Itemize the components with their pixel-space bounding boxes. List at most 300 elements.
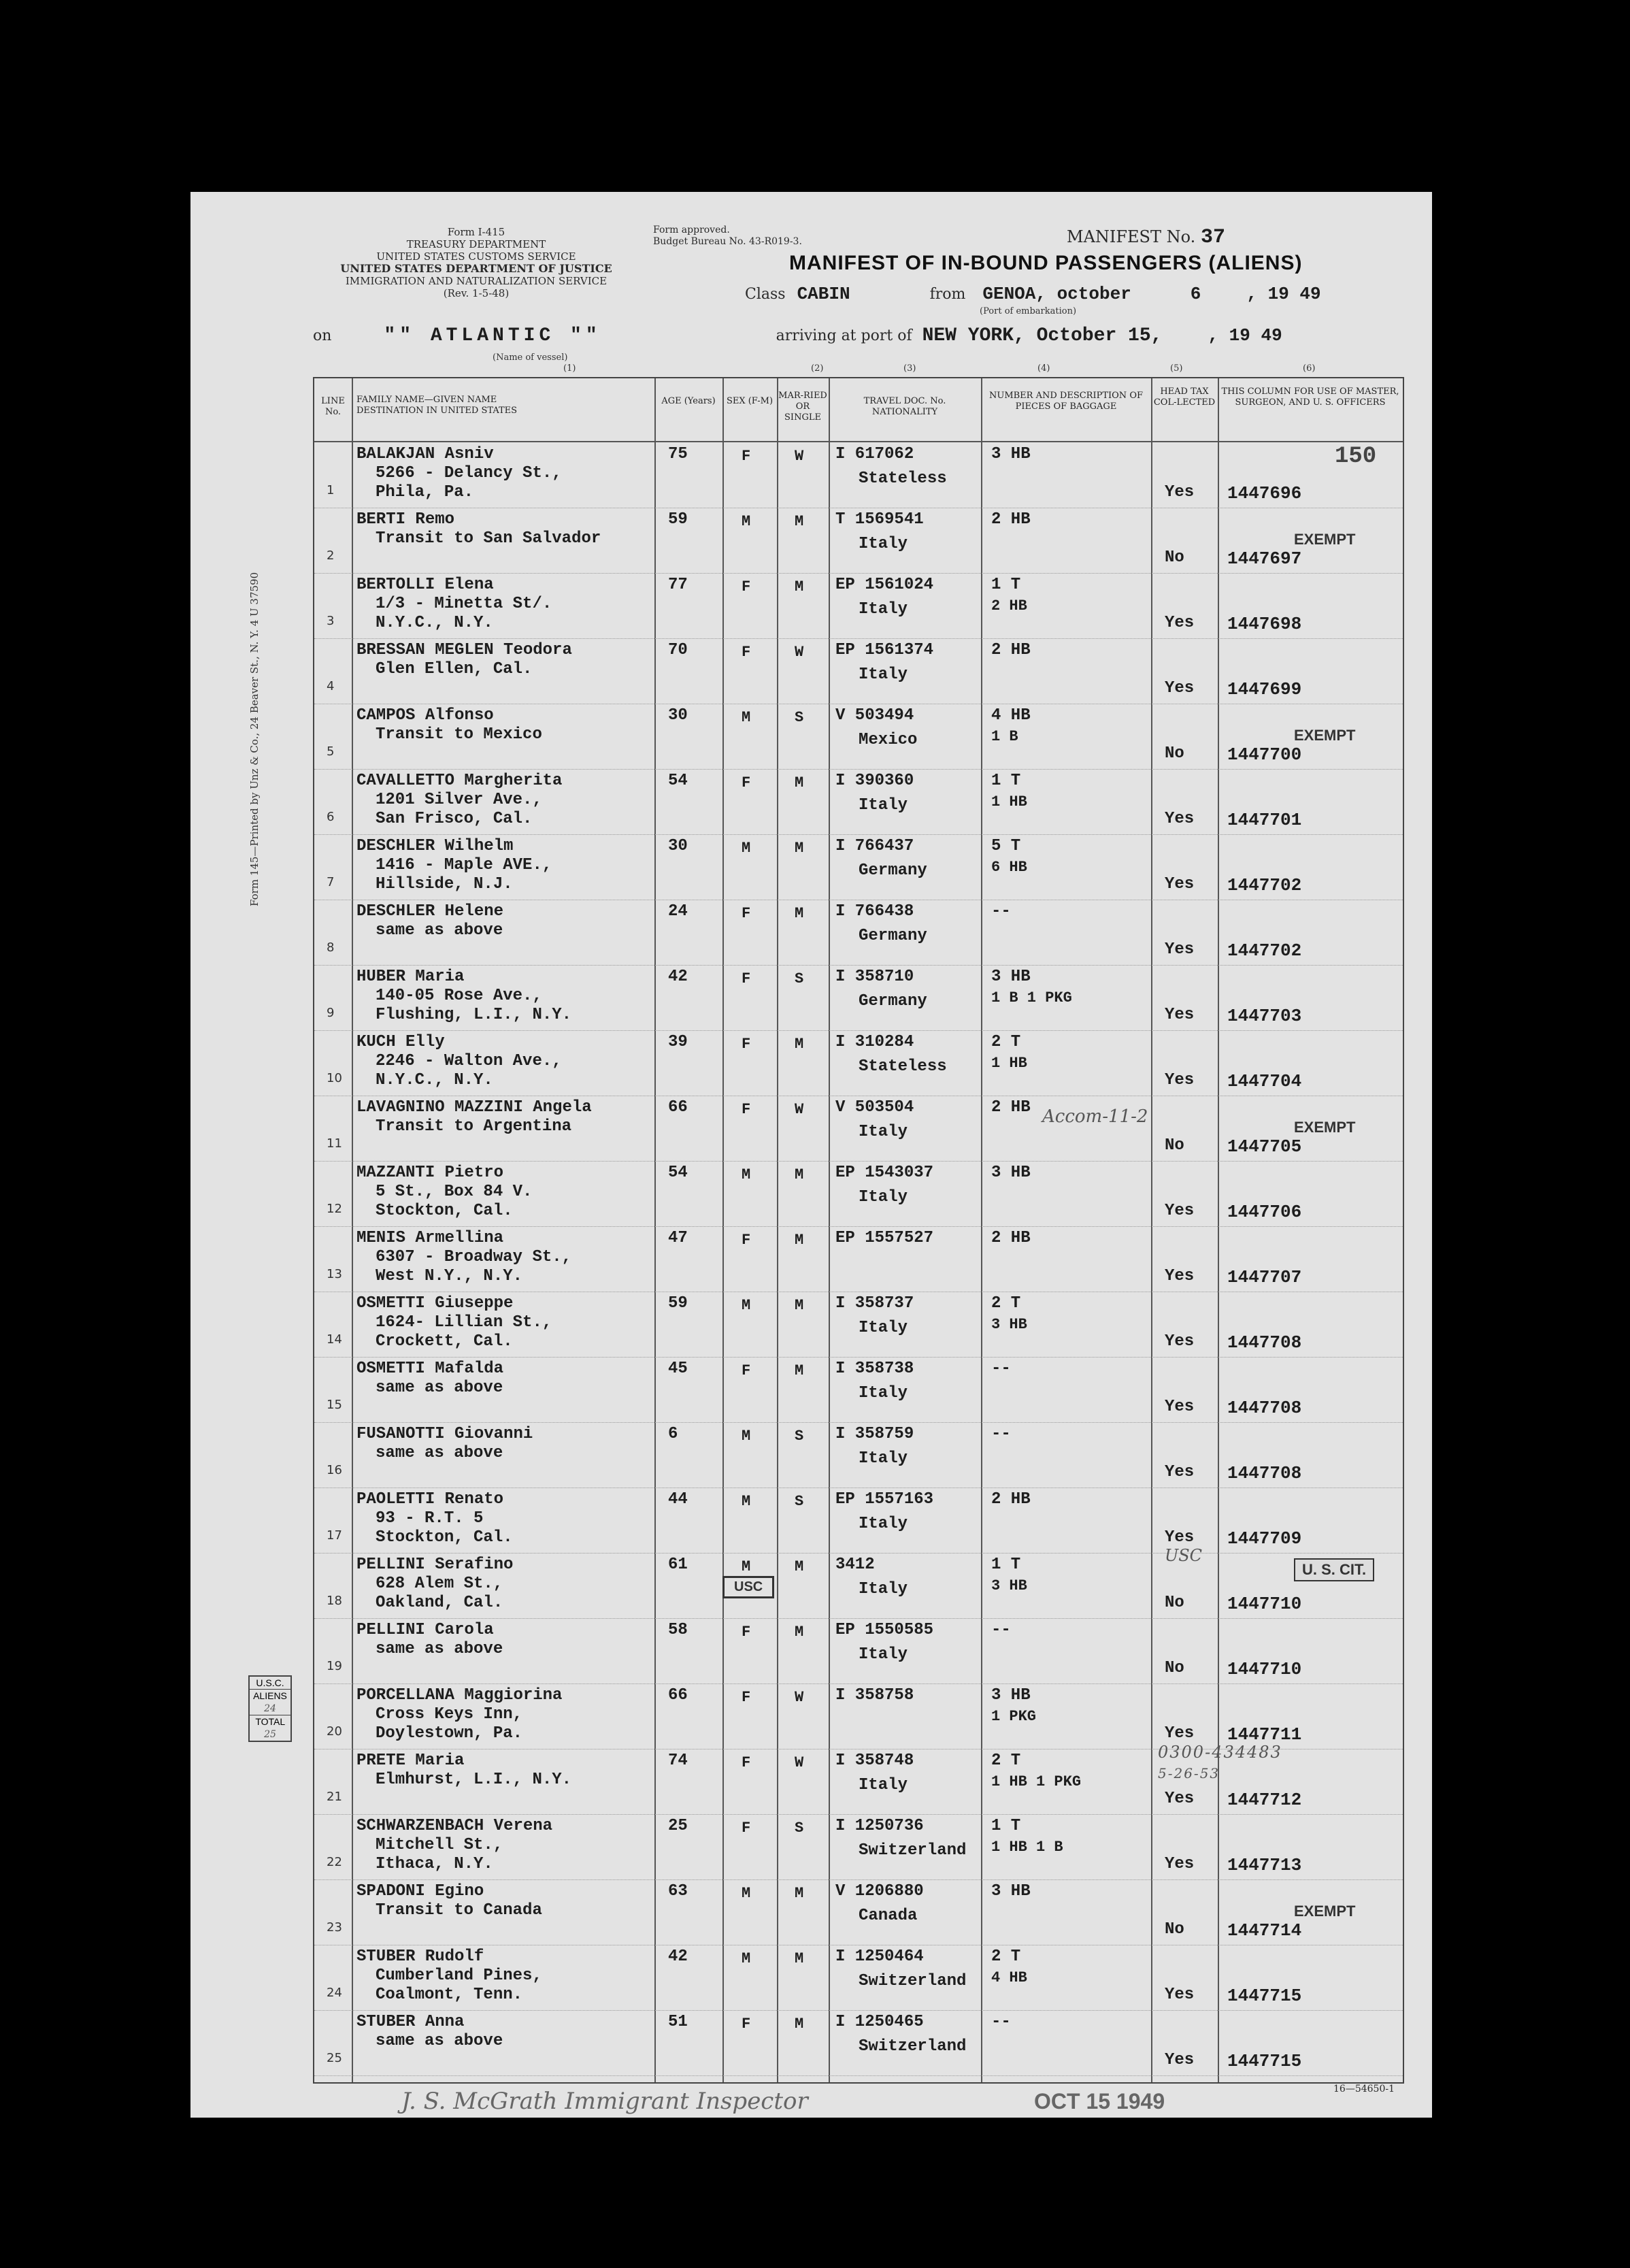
tally-total-value: 25 — [264, 1729, 276, 1740]
baggage: -- — [991, 2013, 1011, 2031]
marital-status: M — [795, 1885, 804, 1902]
page-count-stamp: 150 — [1335, 444, 1377, 470]
destination: 140-05 Rose Ave., — [376, 987, 542, 1005]
head-tax: Yes — [1165, 1790, 1195, 1808]
destination: 1201 Silver Ave., — [376, 791, 542, 809]
from-value: GENOA, october — [982, 284, 1131, 304]
age: 59 — [668, 510, 688, 529]
age: 30 — [668, 706, 688, 725]
table-row — [314, 1488, 1403, 1554]
baggage: 3 HB — [991, 1686, 1031, 1705]
baggage: 2 HB — [991, 1490, 1031, 1509]
baggage: 5 T — [991, 837, 1021, 855]
age: 44 — [668, 1490, 688, 1509]
nationality: Italy — [859, 535, 908, 553]
nationality: Italy — [859, 1188, 908, 1206]
age: 24 — [668, 902, 688, 921]
certificate-number: 1447704 — [1227, 1071, 1302, 1091]
destination: 93 - R.T. 5 — [376, 1509, 484, 1528]
manifest-number-value: 37 — [1200, 226, 1225, 249]
passenger-name: PRETE Maria — [356, 1752, 465, 1770]
head-tax: Yes — [1165, 1071, 1195, 1089]
nationality: Switzerland — [859, 1841, 967, 1860]
baggage-line2: 1 HB — [991, 793, 1027, 810]
head-tax: Yes — [1165, 1398, 1195, 1416]
marital-status: M — [795, 905, 804, 922]
travel-doc: I 617062 — [835, 445, 914, 463]
travel-doc: I 358759 — [835, 1425, 914, 1443]
table-row — [314, 573, 1403, 639]
table-row — [314, 1030, 1403, 1096]
travel-doc: V 503504 — [835, 1098, 914, 1117]
table-row — [314, 704, 1403, 770]
nationality: Switzerland — [859, 1972, 967, 1990]
col-married: MAR-RIED OR SINGLE — [778, 391, 827, 423]
col-baggage: NUMBER AND DESCRIPTION OF PIECES OF BAGGAGE — [988, 391, 1143, 412]
baggage: -- — [991, 1425, 1011, 1443]
destination: 5266 - Delancy St., — [376, 464, 562, 482]
head-tax: No — [1165, 1920, 1184, 1939]
certificate-number: 1447708 — [1227, 1463, 1302, 1483]
destination: Transit to Argentina — [376, 1117, 572, 1136]
class-value: CABIN — [797, 284, 850, 304]
age: 59 — [668, 1294, 688, 1313]
certificate-number: 1447715 — [1227, 1986, 1302, 2006]
age: 66 — [668, 1098, 688, 1117]
head-tax: Yes — [1165, 1986, 1195, 2004]
revision-label: (Rev. 1-5-48) — [443, 287, 510, 299]
nationality: Stateless — [859, 470, 947, 488]
destination: 6307 - Broadway St., — [376, 1248, 572, 1266]
destination: 628 Alem St., — [376, 1575, 503, 1593]
age: 6 — [668, 1425, 678, 1443]
sex: F — [742, 578, 751, 595]
baggage: -- — [991, 902, 1011, 921]
nationality: Italy — [859, 1449, 908, 1468]
destination: Mitchell St., — [376, 1836, 503, 1854]
sex: F — [742, 905, 751, 922]
baggage: 1 T — [991, 772, 1021, 790]
certificate-number: 1447703 — [1227, 1006, 1302, 1026]
baggage: 4 HB — [991, 706, 1031, 725]
sex: M — [742, 1166, 751, 1183]
marital-status: M — [795, 578, 804, 595]
baggage-line2: 2 HB — [991, 597, 1027, 614]
certificate-number: 1447709 — [1227, 1528, 1302, 1549]
nationality: Italy — [859, 1123, 908, 1141]
col-age: AGE (Years) — [661, 396, 716, 406]
on-label: on — [313, 327, 332, 344]
destination-line2: Flushing, L.I., N.Y. — [376, 1006, 572, 1024]
destination: Transit to Mexico — [376, 725, 542, 744]
line-number: 19 — [327, 1659, 342, 1673]
baggage: 2 HB — [991, 641, 1031, 659]
certificate-number: 1447715 — [1227, 2051, 1302, 2071]
table-row — [314, 1879, 1403, 1945]
passenger-table — [313, 377, 1404, 2084]
age: 77 — [668, 576, 688, 594]
sex: F — [742, 774, 751, 791]
line-number: 9 — [327, 1006, 335, 1020]
nationality: Italy — [859, 1384, 908, 1402]
certificate-number: 1447707 — [1227, 1267, 1302, 1287]
treasury-label: TREASURY DEPARTMENT — [406, 238, 546, 250]
travel-doc: I 1250465 — [835, 2013, 924, 2031]
table-row — [314, 1422, 1403, 1488]
age: 42 — [668, 1947, 688, 1966]
baggage: 1 T — [991, 1556, 1021, 1574]
passenger-name: SCHWARZENBACH Verena — [356, 1817, 553, 1835]
table-row — [314, 1945, 1403, 2011]
destination: Cross Keys Inn, — [376, 1705, 523, 1724]
col-sex: SEX (F-M) — [726, 396, 774, 406]
age: 42 — [668, 968, 688, 986]
nationality: Italy — [859, 1580, 908, 1598]
colnum-2: (2) — [811, 363, 824, 374]
age: 39 — [668, 1033, 688, 1051]
col-name: FAMILY NAME—GIVEN NAME DESTINATION IN UNITED STATES — [356, 395, 518, 416]
destination-line2: West N.Y., N.Y. — [376, 1267, 523, 1285]
passenger-name: STUBER Rudolf — [356, 1947, 484, 1966]
table-row — [314, 1357, 1403, 1423]
customs-label: UNITED STATES CUSTOMS SERVICE — [376, 250, 576, 263]
age: 58 — [668, 1621, 688, 1639]
sex: F — [742, 448, 751, 465]
colnum-5: (5) — [1170, 363, 1183, 374]
table-row — [314, 900, 1403, 966]
travel-doc: I 1250736 — [835, 1817, 924, 1835]
travel-doc: I 358738 — [835, 1360, 914, 1378]
destination: same as above — [376, 921, 503, 940]
head-tax: Yes — [1165, 1006, 1195, 1024]
from-year: , 19 49 — [1246, 284, 1321, 304]
destination: 2246 - Walton Ave., — [376, 1052, 562, 1070]
inspector-signature: J. S. McGrath Immigrant Inspector — [401, 2088, 808, 2115]
line-number: 8 — [327, 940, 335, 955]
travel-doc: I 390360 — [835, 772, 914, 790]
line-number: 4 — [327, 679, 335, 693]
travel-doc: I 358758 — [835, 1686, 914, 1705]
line-number: 16 — [327, 1463, 342, 1477]
marital-status: S — [795, 1493, 804, 1510]
head-tax: Yes — [1165, 1332, 1195, 1351]
travel-doc: EP 1561374 — [835, 641, 934, 659]
passenger-name: BERTI Remo — [356, 510, 455, 529]
head-tax: Yes — [1165, 2051, 1195, 2069]
nationality: Germany — [859, 927, 927, 945]
sex: M — [742, 840, 751, 857]
line-number: 11 — [327, 1136, 342, 1151]
baggage-line2: 3 HB — [991, 1316, 1027, 1333]
sex: M — [742, 1428, 751, 1445]
baggage-line2: 1 B 1 PKG — [991, 989, 1072, 1006]
baggage: 3 HB — [991, 1882, 1031, 1901]
handwritten-usc: USC — [1165, 1546, 1203, 1565]
colnum-4: (4) — [1037, 363, 1050, 374]
marital-status: W — [795, 1101, 804, 1118]
nationality: Italy — [859, 1515, 908, 1533]
table-row — [314, 2010, 1403, 2076]
certificate-number: 1447701 — [1227, 810, 1302, 830]
age: 25 — [668, 1817, 688, 1835]
destination-line2: N.Y.C., N.Y. — [376, 1071, 493, 1089]
tally-aliens-value: 24 — [264, 1703, 276, 1714]
nationality: Italy — [859, 665, 908, 684]
marital-status: M — [795, 1166, 804, 1183]
manifest-page — [190, 192, 1432, 2118]
line-number: 22 — [327, 1855, 342, 1869]
table-row — [314, 638, 1403, 704]
nationality: Stateless — [859, 1057, 947, 1076]
baggage: 2 T — [991, 1033, 1021, 1051]
manifest-title: MANIFEST OF IN-BOUND PASSENGERS (ALIENS) — [789, 252, 1303, 274]
destination-line2: N.Y.C., N.Y. — [376, 614, 493, 632]
passenger-name: BALAKJAN Asniv — [356, 445, 494, 463]
head-tax: Yes — [1165, 940, 1195, 959]
nationality: Mexico — [859, 731, 918, 749]
head-tax: Yes — [1165, 679, 1195, 697]
travel-doc: I 358748 — [835, 1752, 914, 1770]
travel-doc: EP 1557163 — [835, 1490, 934, 1509]
vessel-name: "" ATLANTIC "" — [384, 325, 601, 346]
head-tax: Yes — [1165, 1463, 1195, 1481]
age: 54 — [668, 1164, 688, 1182]
baggage: 1 T — [991, 576, 1021, 594]
certificate-number: 1447710 — [1227, 1594, 1302, 1614]
baggage: 2 T — [991, 1752, 1021, 1770]
head-tax: No — [1165, 744, 1184, 763]
colnum-3: (3) — [903, 363, 916, 374]
destination-line2: Stockton, Cal. — [376, 1202, 513, 1220]
baggage: 2 HB — [991, 1098, 1031, 1117]
handwritten-baggage-note: Accom-11-2 — [1042, 1106, 1148, 1127]
marital-status: W — [795, 644, 804, 661]
from-label: from — [929, 286, 966, 303]
sex: F — [742, 1820, 751, 1837]
passenger-name: SPADONI Egino — [356, 1882, 484, 1901]
certificate-number: 1447696 — [1227, 483, 1302, 504]
destination: same as above — [376, 1444, 503, 1462]
destination: 1624- Lillian St., — [376, 1313, 552, 1332]
marital-status: M — [795, 1232, 804, 1249]
age: 70 — [668, 641, 688, 659]
passenger-name: BERTOLLI Elena — [356, 576, 494, 594]
travel-doc: EP 1557527 — [835, 1229, 934, 1247]
travel-doc: V 1206880 — [835, 1882, 924, 1901]
form-code: 16—54650-1 — [1333, 2084, 1395, 2094]
line-number: 25 — [327, 2051, 342, 2065]
destination: same as above — [376, 1640, 503, 1658]
certificate-number: 1447700 — [1227, 744, 1302, 765]
age: 61 — [668, 1556, 688, 1574]
line-number: 21 — [327, 1790, 342, 1804]
passenger-name: PAOLETTI Renato — [356, 1490, 504, 1509]
head-tax: No — [1165, 548, 1184, 567]
arrival-port: NEW YORK, October 15, — [922, 325, 1163, 346]
marital-status: M — [795, 774, 804, 791]
handwritten-date: 5-26-53 — [1158, 1765, 1220, 1781]
marital-status: S — [795, 1820, 804, 1837]
sex: M — [742, 1493, 751, 1510]
approval-note — [653, 225, 802, 248]
age: 54 — [668, 772, 688, 790]
table-row — [314, 1553, 1403, 1619]
sex: M — [742, 1885, 751, 1902]
certificate-number: 1447708 — [1227, 1332, 1302, 1353]
head-tax: Yes — [1165, 1855, 1195, 1873]
baggage: -- — [991, 1360, 1011, 1378]
travel-doc: I 358710 — [835, 968, 914, 986]
usc-stamp: USC — [722, 1576, 774, 1598]
marital-status: W — [795, 1754, 804, 1771]
sex: F — [742, 1232, 751, 1249]
table-row — [314, 769, 1403, 835]
marital-status: M — [795, 2016, 804, 2033]
baggage-line2: 1 B — [991, 728, 1018, 745]
passenger-name: PELLINI Serafino — [356, 1556, 514, 1574]
approved-label: Form approved. — [653, 225, 730, 235]
sex: F — [742, 1754, 751, 1771]
passenger-name: LAVAGNINO MAZZINI Angela — [356, 1098, 592, 1117]
destination-line2: Oakland, Cal. — [376, 1594, 503, 1612]
baggage: 3 HB — [991, 1164, 1031, 1182]
exempt-stamp: U. S. CIT. — [1294, 1558, 1374, 1581]
sex: M — [742, 513, 751, 530]
col-line: LINE No. — [321, 396, 345, 417]
destination-line2: Doylestown, Pa. — [376, 1724, 523, 1743]
travel-doc: V 503494 — [835, 706, 914, 725]
sex: M — [742, 1558, 751, 1575]
nationality: Germany — [859, 861, 927, 880]
passenger-name: KUCH Elly — [356, 1033, 445, 1051]
head-tax: Yes — [1165, 1202, 1195, 1220]
destination: Transit to Canada — [376, 1901, 542, 1920]
table-row — [314, 1226, 1403, 1292]
destination-line2: Coalmont, Tenn. — [376, 1986, 523, 2004]
nationality: Switzerland — [859, 2037, 967, 2056]
baggage-line2: 1 HB — [991, 1055, 1027, 1072]
marital-status: W — [795, 448, 804, 465]
age: 75 — [668, 445, 688, 463]
destination: 5 St., Box 84 V. — [376, 1183, 533, 1201]
passenger-name: CAMPOS Alfonso — [356, 706, 494, 725]
destination: Cumberland Pines, — [376, 1967, 542, 1985]
marital-status: M — [795, 1297, 804, 1314]
budget-label: Budget Bureau No. 43-R019-3. — [653, 236, 802, 247]
tally-usc: U.S.C. — [256, 1677, 284, 1688]
marital-status: S — [795, 1428, 804, 1445]
line-number: 17 — [327, 1528, 342, 1543]
baggage: 2 HB — [991, 510, 1031, 529]
marital-status: M — [795, 1036, 804, 1053]
baggage: 3 HB — [991, 445, 1031, 463]
destination-line2: Crockett, Cal. — [376, 1332, 513, 1351]
head-tax: No — [1165, 1136, 1184, 1155]
certificate-number: 1447710 — [1227, 1659, 1302, 1679]
line-number: 23 — [327, 1920, 342, 1935]
exempt-stamp: EXEMPT — [1294, 727, 1356, 744]
table-row — [314, 508, 1403, 574]
nationality: Italy — [859, 1645, 908, 1664]
line-number: 1 — [327, 483, 335, 497]
sex: M — [742, 1297, 751, 1314]
age: 63 — [668, 1882, 688, 1901]
certificate-number: 1447698 — [1227, 614, 1302, 634]
line-number: 6 — [327, 810, 335, 824]
sex: F — [742, 1101, 751, 1118]
table-row — [314, 1292, 1403, 1358]
line-number: 5 — [327, 744, 335, 759]
destination: Glen Ellen, Cal. — [376, 660, 533, 678]
travel-doc: EP 1543037 — [835, 1164, 934, 1182]
baggage-line2: 3 HB — [991, 1577, 1027, 1594]
manifest-number-label: MANIFEST No. — [1067, 227, 1196, 246]
line-number: 20 — [327, 1724, 342, 1739]
col-use: THIS COLUMN FOR USE OF MASTER, SURGEON, AND U. S. OFFICERS — [1221, 387, 1399, 408]
certificate-number: 1447713 — [1227, 1855, 1302, 1875]
from-day: 6 — [1190, 284, 1201, 304]
certificate-number: 1447714 — [1227, 1920, 1302, 1941]
age: 45 — [668, 1360, 688, 1378]
marital-status: M — [795, 1624, 804, 1641]
certificate-number: 1447711 — [1227, 1724, 1302, 1745]
arrival-year: , 19 49 — [1208, 325, 1282, 346]
line-number: 3 — [327, 614, 335, 628]
travel-doc: 3412 — [835, 1556, 875, 1574]
baggage-line2: 1 PKG — [991, 1708, 1037, 1725]
sex: F — [742, 970, 751, 987]
destination: Transit to San Salvador — [376, 529, 601, 548]
passenger-name: FUSANOTTI Giovanni — [356, 1425, 533, 1443]
table-row — [314, 834, 1403, 900]
line-number: 18 — [327, 1594, 342, 1608]
passenger-name: DESCHLER Helene — [356, 902, 504, 921]
colnum-6: (6) — [1303, 363, 1316, 374]
passenger-name: BRESSAN MEGLEN Teodora — [356, 641, 572, 659]
passenger-name: DESCHLER Wilhelm — [356, 837, 514, 855]
passenger-name: HUBER Maria — [356, 968, 465, 986]
destination-line2: Hillside, N.J. — [376, 875, 513, 893]
sex: F — [742, 1362, 751, 1379]
marital-status: M — [795, 1558, 804, 1575]
line-number: 24 — [327, 1986, 342, 2000]
marital-status: M — [795, 1362, 804, 1379]
line-number: 15 — [327, 1398, 342, 1412]
head-tax: Yes — [1165, 1528, 1195, 1547]
passenger-name: STUBER Anna — [356, 2013, 465, 2031]
travel-doc: EP 1561024 — [835, 576, 934, 594]
form-number: Form I-415 — [447, 226, 505, 238]
baggage: 2 HB — [991, 1229, 1031, 1247]
marital-status: S — [795, 709, 804, 726]
ins-label: IMMIGRATION AND NATURALIZATION SERVICE — [345, 275, 608, 287]
marital-status: S — [795, 970, 804, 987]
destination-line2: Stockton, Cal. — [376, 1528, 513, 1547]
travel-doc: T 1569541 — [835, 510, 924, 529]
table-row — [314, 1618, 1403, 1684]
certificate-number: 1447697 — [1227, 548, 1302, 569]
marital-status: M — [795, 513, 804, 530]
tally-total-label: TOTAL — [255, 1716, 285, 1727]
colnum-1: (1) — [563, 363, 576, 374]
table-row — [314, 1683, 1403, 1749]
certificate-number: 1447699 — [1227, 679, 1302, 700]
passenger-name: CAVALLETTO Margherita — [356, 772, 563, 790]
marital-status: M — [795, 1950, 804, 1967]
age: 30 — [668, 837, 688, 855]
certificate-number: 1447705 — [1227, 1136, 1302, 1157]
head-tax: Yes — [1165, 614, 1195, 632]
